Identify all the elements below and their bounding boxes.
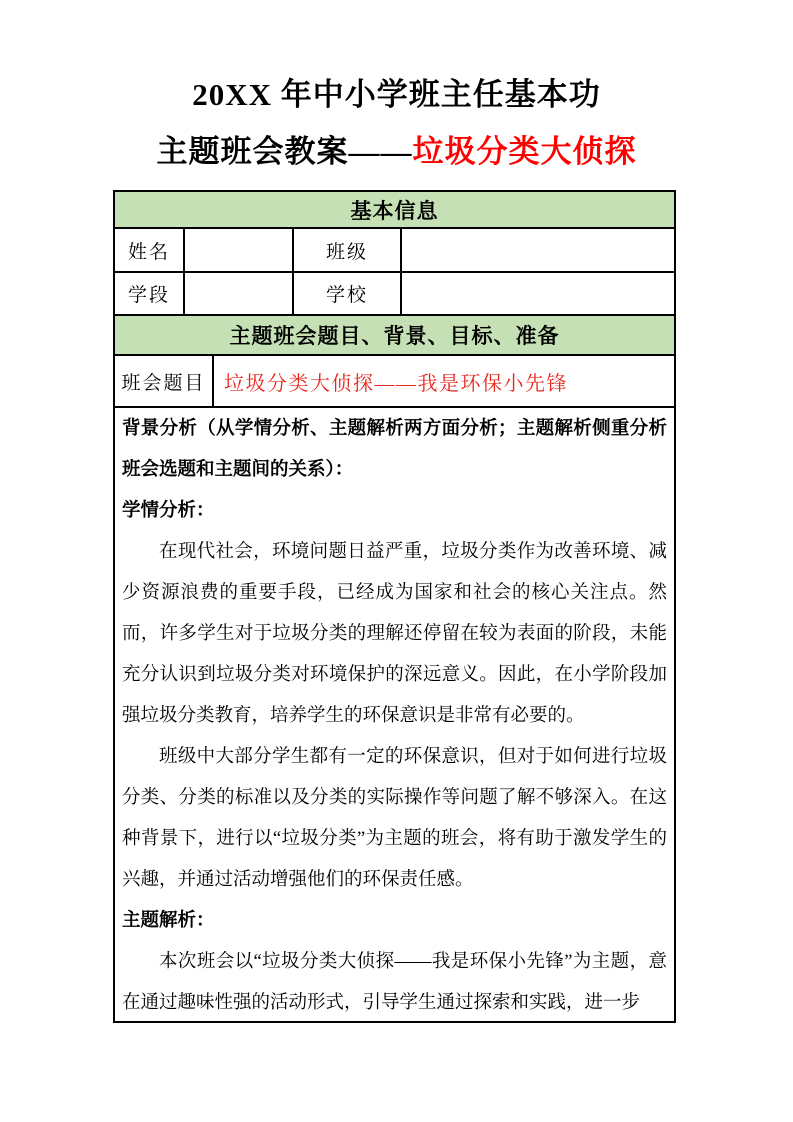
title-line-2 (0, 123, 793, 180)
stage-input-cell[interactable] (183, 273, 292, 314)
table-row-name-class (115, 227, 674, 271)
title-line-2-black-text: 主题班会教案—— (156, 134, 413, 169)
school-label-cell: 学校 (292, 273, 400, 314)
theme-analysis-paragraph: 本次班会以“垃圾分类大侦探——我是环保小先锋”为主题，意在通过趣味性强的活动形式，引导学生通过探索和实践，进一步 (122, 952, 667, 1013)
table-row-topic (115, 354, 674, 406)
section-header-topic-background (115, 314, 674, 354)
learning-situation-paragraph-1: 在现代社会，环境问题日益严重，垃圾分类作为改善环境、减少资源浪费的重要手段，已经成为国家和社会的核心关注点。然而，许多学生对于垃圾分类的理解还停留在较为表面的阶段，未能充分认识到垃圾分类对环境保护的深远意义。因此，在小学阶段加强垃圾分类教育，培养学生的环保意识是非常有必要的。 (122, 542, 667, 726)
section-header-basic-info (115, 192, 674, 227)
background-analysis-cell (115, 408, 674, 1021)
background-analysis-row (115, 406, 674, 1021)
section-header-topic-background-label: 主题班会题目、背景、目标、准备 (229, 325, 560, 348)
title-line-2-red-text: 垃圾分类大侦探 (412, 134, 637, 169)
stage-label-cell: 学段 (127, 285, 170, 306)
topic-label-cell: 班会题目 (121, 372, 206, 394)
background-analysis-heading: 背景分析（从学情分析、主题解析两方面分析；主题解析侧重分析班会选题和主题间的关系）： (122, 419, 667, 480)
theme-analysis-heading: 主题解析： (122, 911, 215, 931)
name-input-cell[interactable] (183, 229, 292, 271)
title-line-1: 20XX 年中小学班主任基本功 (192, 77, 601, 112)
table-row-stage-school (115, 271, 674, 314)
learning-situation-heading: 学情分析： (122, 501, 215, 521)
class-label-cell: 班级 (292, 229, 400, 271)
section-header-basic-info-label: 基本信息 (350, 199, 439, 223)
topic-value-cell: 垃圾分类大侦探——我是环保小先锋 (212, 356, 674, 406)
class-input-cell[interactable] (400, 229, 674, 271)
lesson-plan-table (113, 190, 676, 1023)
document-title (0, 0, 793, 180)
learning-situation-paragraph-2: 班级中大部分学生都有一定的环保意识，但对于如何进行垃圾分类、分类的标准以及分类的实际操作等问题了解不够深入。在这种背景下，进行以“垃圾分类”为主题的班会，将有助于激发学生的兴趣，并通过活动增强他们的环保责任感。 (122, 747, 667, 890)
school-input-cell[interactable] (400, 273, 674, 314)
name-label-cell: 姓名 (127, 241, 170, 263)
